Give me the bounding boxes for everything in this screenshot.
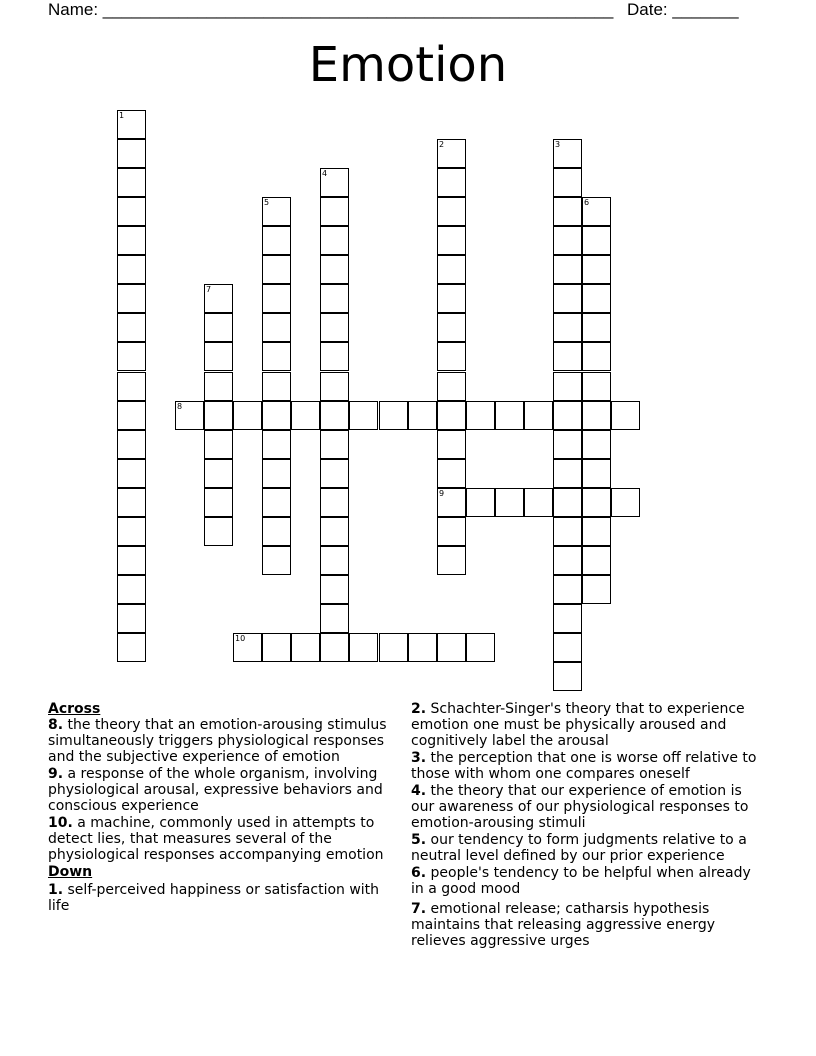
crossword-cell[interactable] [582,226,611,255]
clue-text: a response of the whole organism, involving physiological arousal, expressive behaviors and conscious experience [48,766,383,814]
crossword-cell[interactable] [204,517,233,546]
crossword-cell[interactable] [437,633,466,662]
crossword-cell[interactable] [553,226,582,255]
crossword-cell[interactable] [582,575,611,604]
crossword-cell[interactable] [320,517,349,546]
crossword-cell[interactable] [582,488,611,517]
across-heading: Across [48,701,101,717]
cell-number: 7 [206,285,212,294]
crossword-cell[interactable] [553,197,582,226]
crossword-cell[interactable] [553,662,582,691]
clue-text: the theory that an emotion-arousing stimulus simultaneously triggers physiological responses and the subjective experience of emotion [48,717,387,765]
crossword-cell[interactable] [582,342,611,371]
crossword-cell[interactable] [320,255,349,284]
crossword-cell[interactable] [320,372,349,401]
crossword-cell[interactable] [553,517,582,546]
crossword-cell[interactable] [320,546,349,575]
crossword-cell[interactable] [320,488,349,517]
crossword-cell[interactable] [117,372,146,401]
crossword-cell[interactable] [553,139,582,168]
crossword-cell[interactable] [204,342,233,371]
cell-number: 9 [439,489,445,498]
clues-left-column [48,701,393,915]
crossword-cell[interactable] [466,401,495,430]
crossword-cell[interactable] [553,575,582,604]
crossword-cell[interactable] [204,313,233,342]
crossword-cell[interactable] [437,284,466,313]
crossword-cell[interactable] [466,488,495,517]
cell-number: 1 [119,111,125,120]
clue-number: 3. [411,750,427,766]
crossword-cell[interactable] [437,139,466,168]
crossword-cell[interactable] [582,197,611,226]
crossword-cell[interactable] [582,401,611,430]
crossword-cell[interactable] [320,633,349,662]
crossword-cell[interactable] [262,488,291,517]
crossword-cell[interactable] [117,226,146,255]
crossword-cell[interactable] [320,575,349,604]
crossword-cell[interactable] [320,401,349,430]
clue-number: 1. [48,882,64,898]
crossword-cell[interactable] [553,633,582,662]
crossword-cell[interactable] [437,430,466,459]
crossword-cell[interactable] [117,139,146,168]
crossword-cell[interactable] [204,372,233,401]
crossword-cell[interactable] [204,284,233,313]
crossword-cell[interactable] [117,342,146,371]
crossword-cell[interactable] [262,372,291,401]
crossword-cell[interactable] [349,633,378,662]
crossword-cell[interactable] [553,372,582,401]
clue-number: 8. [48,717,64,733]
cell-number: 4 [322,169,328,178]
clue-number: 7. [411,901,427,917]
crossword-cell[interactable] [582,255,611,284]
crossword-cell[interactable] [582,313,611,342]
clue-down-4 [411,783,761,831]
clue-text: our tendency to form judgments relative to a neutral level defined by our prior experience [411,832,747,864]
crossword-cell[interactable] [408,633,437,662]
crossword-cell[interactable] [117,313,146,342]
clue-text: emotional release; catharsis hypothesis maintains that releasing aggressive energy relieves aggressive urges [411,901,715,949]
crossword-cell[interactable] [437,459,466,488]
date-line: Date: _______ [627,0,739,19]
crossword-cell[interactable] [553,168,582,197]
crossword-cell[interactable] [349,401,378,430]
crossword-cell[interactable] [611,401,640,430]
crossword-cell[interactable] [262,430,291,459]
crossword-cell[interactable] [553,488,582,517]
clues-right-column [411,701,761,950]
crossword-cell[interactable] [262,197,291,226]
crossword-cell[interactable] [437,546,466,575]
crossword-cell[interactable] [437,342,466,371]
crossword-cell[interactable] [379,401,408,430]
crossword-cell[interactable] [553,401,582,430]
clue-number: 5. [411,832,427,848]
clue-text: people's tendency to be helpful when already in a good mood [411,865,751,897]
crossword-cell[interactable] [117,517,146,546]
page-title: Emotion [308,37,508,93]
crossword-cell[interactable] [320,604,349,633]
crossword-cell[interactable] [204,430,233,459]
crossword-cell[interactable] [117,488,146,517]
crossword-cell[interactable] [262,517,291,546]
clue-number: 4. [411,783,427,799]
crossword-cell[interactable] [262,546,291,575]
crossword-cell[interactable] [117,401,146,430]
crossword-cell[interactable] [437,313,466,342]
crossword-cell[interactable] [262,284,291,313]
clue-number: 2. [411,701,427,717]
cell-number: 5 [264,198,270,207]
crossword-cell[interactable] [437,488,466,517]
clue-down-3 [411,750,761,782]
cell-number: 8 [177,402,183,411]
crossword-cell[interactable] [553,604,582,633]
crossword-cell[interactable] [582,517,611,546]
clue-text: the theory that our experience of emotion is our awareness of our physiological responses to emotion-arousing stimuli [411,783,749,831]
clue-across-10 [48,815,393,863]
crossword-cell[interactable] [408,401,437,430]
crossword-cell[interactable] [291,401,320,430]
crossword-cell[interactable] [117,110,146,139]
crossword-cell[interactable] [582,430,611,459]
crossword-cell[interactable] [437,401,466,430]
crossword-cell[interactable] [262,459,291,488]
crossword-cell[interactable] [437,255,466,284]
clue-number: 6. [411,865,427,881]
clue-down-2 [411,701,761,749]
clue-text: a machine, commonly used in attempts to detect lies, that measures several of the physiological responses accompanying emotion [48,815,384,863]
name-line: Name: ______________________________________________________ [48,0,614,19]
crossword-cell[interactable] [611,488,640,517]
crossword-cell[interactable] [117,430,146,459]
crossword-cell[interactable] [291,633,320,662]
crossword-cell[interactable] [320,430,349,459]
crossword-cell[interactable] [553,255,582,284]
crossword-cell[interactable] [262,255,291,284]
crossword-cell[interactable] [262,313,291,342]
crossword-cell[interactable] [437,517,466,546]
crossword-cell[interactable] [553,546,582,575]
crossword-cell[interactable] [553,459,582,488]
clue-down-1 [48,882,393,914]
crossword-cell[interactable] [524,401,553,430]
crossword-cell[interactable] [466,633,495,662]
crossword-cell[interactable] [379,633,408,662]
crossword-cell[interactable] [117,604,146,633]
crossword-cell[interactable] [117,197,146,226]
crossword-cell[interactable] [495,488,524,517]
crossword-cell[interactable] [117,459,146,488]
clue-down-6 [411,865,761,897]
crossword-cell[interactable] [262,342,291,371]
clue-text: the perception that one is worse off relative to those with whom one compares oneself [411,750,757,782]
crossword-cell[interactable] [262,401,291,430]
crossword-cell[interactable] [320,313,349,342]
crossword-cell[interactable] [320,342,349,371]
clue-text: self-perceived happiness or satisfaction with life [48,882,380,914]
crossword-cell[interactable] [233,401,262,430]
crossword-cell[interactable] [320,284,349,313]
clue-number: 10. [48,815,73,831]
cell-number: 3 [555,140,561,149]
crossword-cell[interactable] [582,546,611,575]
crossword-cell[interactable] [437,197,466,226]
crossword-cell[interactable] [117,284,146,313]
crossword-cell[interactable] [582,459,611,488]
crossword-cell[interactable] [204,459,233,488]
clue-text: Schachter-Singer's theory that to experience emotion one must be physically aroused and cognitively label the arousal [411,701,745,749]
clue-across-8 [48,717,393,765]
crossword-cell[interactable] [262,226,291,255]
crossword-cell[interactable] [117,168,146,197]
crossword-cell[interactable] [437,372,466,401]
crossword-cell[interactable] [320,226,349,255]
crossword-cell[interactable] [582,284,611,313]
crossword-cell[interactable] [117,575,146,604]
crossword-cell[interactable] [117,633,146,662]
crossword-cell[interactable] [204,401,233,430]
cell-number: 10 [235,634,246,643]
crossword-cell[interactable] [320,197,349,226]
crossword-cell[interactable] [175,401,204,430]
crossword-cell[interactable] [495,401,524,430]
cell-number: 6 [584,198,590,207]
crossword-cell[interactable] [233,633,262,662]
crossword-cell[interactable] [553,342,582,371]
clue-number: 9. [48,766,64,782]
clue-across-9 [48,766,393,814]
crossword-cell[interactable] [553,284,582,313]
down-heading: Down [48,864,93,880]
crossword-cell[interactable] [437,168,466,197]
crossword-cell[interactable] [320,459,349,488]
crossword-cell[interactable] [262,633,291,662]
clue-down-5 [411,832,761,864]
crossword-cell[interactable] [524,488,553,517]
crossword-cell[interactable] [320,168,349,197]
cell-number: 2 [439,140,445,149]
crossword-cell[interactable] [553,430,582,459]
crossword-cell[interactable] [204,488,233,517]
clue-down-7 [411,901,761,949]
crossword-cell[interactable] [437,226,466,255]
crossword-cell[interactable] [582,372,611,401]
crossword-cell[interactable] [117,546,146,575]
crossword-cell[interactable] [553,313,582,342]
crossword-cell[interactable] [117,255,146,284]
